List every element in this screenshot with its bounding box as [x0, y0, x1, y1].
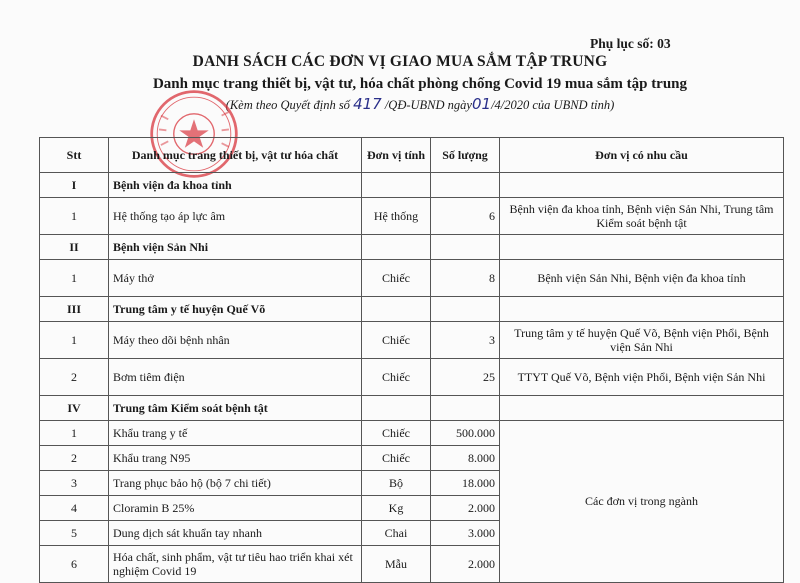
empty-cell: [431, 396, 500, 421]
document-subtitle: Danh mục trang thiết bị, vật tư, hóa chất phòng chống Covid 19 mua sắm tập trung: [152, 76, 688, 92]
decision-prefix: (Kèm theo Quyết định số: [225, 98, 350, 112]
row-units-needed: Bệnh viện đa khoa tỉnh, Bệnh viện Sản Nhi, Trung tâm Kiểm soát bệnh tật: [500, 198, 784, 235]
row-stt: 5: [40, 521, 109, 546]
table-row: [40, 260, 784, 297]
empty-cell: [431, 235, 500, 260]
empty-cell: [500, 396, 784, 421]
row-item: Khẩu trang y tế: [109, 421, 362, 446]
row-stt: 3: [40, 471, 109, 496]
table-row: [40, 421, 784, 446]
section-row: [40, 297, 784, 322]
decision-mid: /QĐ-UBND ngày: [384, 98, 472, 112]
row-units-needed: Bệnh viện Sản Nhi, Bệnh viện đa khoa tỉnh: [500, 260, 784, 297]
section-stt: III: [40, 297, 109, 322]
document-title: DANH SÁCH CÁC ĐƠN VỊ GIAO MUA SẮM TẬP TRUNG: [192, 53, 608, 70]
row-unit: Bộ: [362, 471, 431, 496]
row-stt: 1: [40, 421, 109, 446]
section-row: [40, 235, 784, 260]
row-stt: 2: [40, 446, 109, 471]
table-row: [40, 322, 784, 359]
row-qty: 3.000: [431, 521, 500, 546]
decision-reference: [0, 95, 800, 113]
row-stt: 1: [40, 322, 109, 359]
empty-cell: [500, 173, 784, 198]
row-unit: Mẫu: [362, 546, 431, 583]
row-qty: 25: [431, 359, 500, 396]
row-qty: 18.000: [431, 471, 500, 496]
decision-suffix: /4/2020 của UBND tỉnh): [491, 98, 615, 112]
row-qty: 2.000: [431, 546, 500, 583]
row-qty: 3: [431, 322, 500, 359]
empty-cell: [362, 396, 431, 421]
equipment-table: [39, 137, 784, 583]
decision-day: 01: [471, 95, 492, 113]
row-item: Máy theo dõi bệnh nhân: [109, 322, 362, 359]
row-units-needed: TTYT Quế Võ, Bệnh viện Phổi, Bệnh viện Sản Nhi: [500, 359, 784, 396]
section-name: Bệnh viện đa khoa tỉnh: [109, 173, 362, 198]
merged-units-needed: Các đơn vị trong ngành: [500, 421, 784, 583]
empty-cell: [362, 235, 431, 260]
row-item: Máy thở: [109, 260, 362, 297]
row-unit: Chiếc: [362, 260, 431, 297]
row-item: Khẩu trang N95: [109, 446, 362, 471]
section-row: [40, 396, 784, 421]
appendix-number: Phụ lục số: 03: [590, 36, 671, 51]
col-header-qty: Số lượng: [431, 138, 500, 173]
empty-cell: [500, 297, 784, 322]
row-qty: 8: [431, 260, 500, 297]
section-row: [40, 173, 784, 198]
col-header-units-needed: Đơn vị có nhu cầu: [500, 138, 784, 173]
col-header-unit: Đơn vị tính: [362, 138, 431, 173]
col-header-stt: Stt: [40, 138, 109, 173]
row-item: Hệ thống tạo áp lực âm: [109, 198, 362, 235]
row-stt: 1: [40, 198, 109, 235]
row-unit: Kg: [362, 496, 431, 521]
table-header-row: [40, 138, 784, 173]
row-item: Trang phục bảo hộ (bộ 7 chi tiết): [109, 471, 362, 496]
section-stt: IV: [40, 396, 109, 421]
row-qty: 6: [431, 198, 500, 235]
row-unit: Chai: [362, 521, 431, 546]
row-unit: Chiếc: [362, 421, 431, 446]
empty-cell: [431, 173, 500, 198]
empty-cell: [500, 235, 784, 260]
empty-cell: [362, 297, 431, 322]
row-qty: 500.000: [431, 421, 500, 446]
col-header-item: Danh mục trang thiết bị, vật tư hóa chất: [109, 138, 362, 173]
row-units-needed: Trung tâm y tế huyện Quế Võ, Bệnh viện Phổi, Bệnh viện Sản Nhi: [500, 322, 784, 359]
section-stt: II: [40, 235, 109, 260]
row-qty: 2.000: [431, 496, 500, 521]
section-name: Trung tâm Kiểm soát bệnh tật: [109, 396, 362, 421]
table-row: [40, 198, 784, 235]
section-name: Trung tâm y tế huyện Quế Võ: [109, 297, 362, 322]
row-item: Cloramin B 25%: [109, 496, 362, 521]
section-stt: I: [40, 173, 109, 198]
row-item: Bơm tiêm điện: [109, 359, 362, 396]
empty-cell: [362, 173, 431, 198]
row-item: Hóa chất, sinh phẩm, vật tư tiêu hao triển khai xét nghiệm Covid 19: [109, 546, 362, 583]
row-item: Dung dịch sát khuẩn tay nhanh: [109, 521, 362, 546]
row-stt: 4: [40, 496, 109, 521]
row-stt: 2: [40, 359, 109, 396]
row-stt: 1: [40, 260, 109, 297]
empty-cell: [431, 297, 500, 322]
decision-number: 417: [353, 95, 382, 113]
row-unit: Hệ thống: [362, 198, 431, 235]
table-row: [40, 359, 784, 396]
row-unit: Chiếc: [362, 446, 431, 471]
row-unit: Chiếc: [362, 359, 431, 396]
row-stt: 6: [40, 546, 109, 583]
row-qty: 8.000: [431, 446, 500, 471]
row-unit: Chiếc: [362, 322, 431, 359]
section-name: Bệnh viện Sản Nhi: [109, 235, 362, 260]
